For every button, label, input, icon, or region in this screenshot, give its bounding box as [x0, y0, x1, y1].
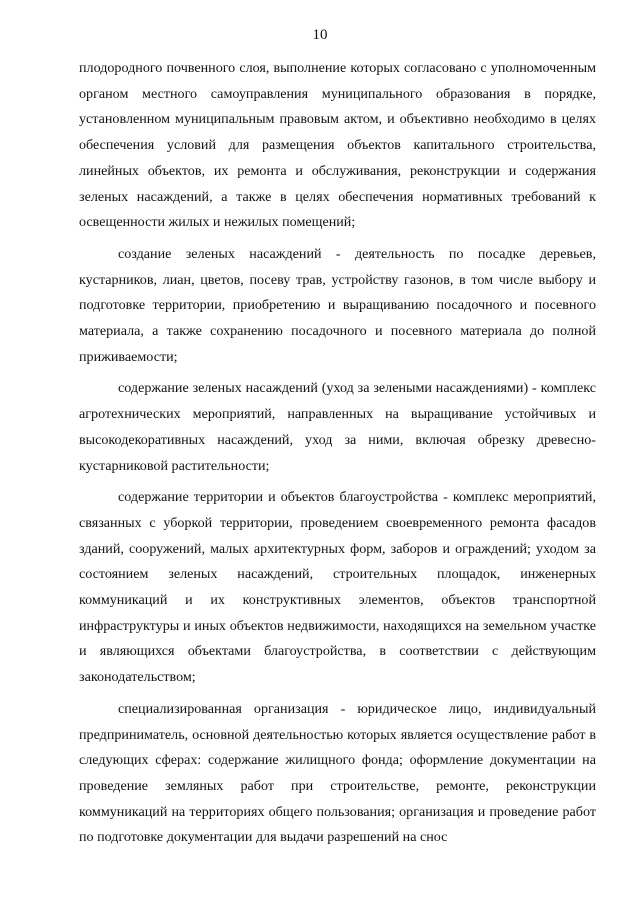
paragraph-green-planting-creation: создание зеленых насаждений - деятельность по посадке деревьев, кустарников, лиан, цветов, посеву трав, устройству газонов, в том числе выбору и подготовке территории, приобретению и выращиванию посадочного и посевного материала, а также сохранению посадочного и посевного материала до полной приживаемости; — [79, 245, 596, 365]
paragraph-green-planting-maintenance: содержание зеленых насаждений (уход за зелеными насаждениями) - комплекс агротехнических мероприятий, направленных на выращивание устойчивых и высокодекоративных насаждений, уход за ними, включая обрезку древесно-кустарниковой растительности; — [79, 380, 596, 474]
paragraph-specialized-organization: специализированная организация - юридическое лицо, индивидуальный предприниматель, основной деятельностью которых является осуществление работ в следующих сферах: содержание жилищного фонда; оформление документации на проведение земляных работ при строительстве, ремонте, реконструкции коммуникаций на территориях общего пользования; организация и проведение работ по подготовке документации для выдачи разрешений на снос — [79, 700, 596, 846]
document-body — [79, 56, 596, 851]
page-number: 10 — [312, 27, 328, 43]
paragraph-continuation: плодородного почвенного слоя, выполнение которых согласовано с уполномоченным органом местного самоуправления муниципального образования в порядке, установленном муниципальным правовым актом, и объективно необходимо в целях обеспечения условий для размещения объектов капитального строительства, линейных объектов, их ремонта и обслуживания, реконструкции и содержания зеленых насаждений, а также в целях обеспечения нормативных требований к освещенности жилых и нежилых помещений; — [79, 60, 596, 231]
paragraph-territory-maintenance: содержание территории и объектов благоустройства - комплекс мероприятий, связанных с уборкой территории, проведением своевременного ремонта фасадов зданий, сооружений, малых архитектурных форм, заборов и ограждений; уходом за состоянием зеленых насаждений, строительных площадок, инженерных коммуникаций и их конструктивных элементов, объектов транспортной инфраструктуры и иных объектов недвижимости, находящихся на земельном участке и являющихся объектами благоустройства, в соответствии с действующим законодательством; — [79, 489, 596, 686]
